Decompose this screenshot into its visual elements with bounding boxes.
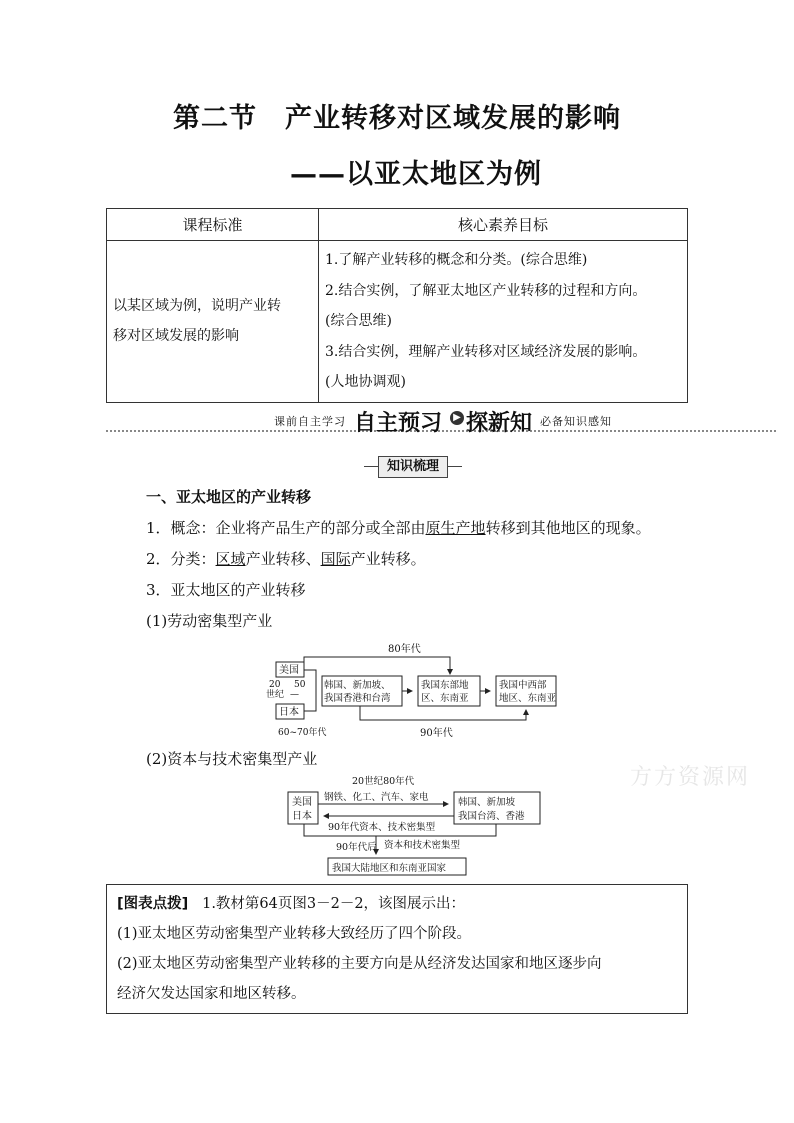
banner-right-text: 必备知识感知 [540, 415, 612, 428]
heading-1: 一、亚太地区的产业转移 [146, 488, 312, 506]
label-90s: 90年代 [420, 728, 453, 739]
capital-tech-diagram [284, 774, 544, 878]
svg-text:20: 20 [269, 680, 281, 690]
section-number: 第二节 [173, 103, 257, 134]
section-banner [106, 406, 776, 438]
goal-line: 3.结合实例，理解产业转移对区域经济发展的影响。 [325, 343, 647, 360]
svg-text:地区、东南亚: 地区、东南亚 [499, 693, 557, 704]
note-line-2: (1)亚太地区劳动密集型产业转移大致经历了四个阶段。 [117, 926, 472, 942]
svg-text:我国大陆地区和东南亚国家: 我国大陆地区和东南亚国家 [332, 863, 447, 874]
svg-text:—: — [290, 690, 299, 700]
sub-labor-intensive: (1)劳动密集型产业 [146, 612, 273, 630]
page-subtitle: ——以亚太地区为例 [290, 159, 542, 190]
goal-line: (人地协调观) [325, 374, 406, 390]
svg-text:资本和技术密集型: 资本和技术密集型 [384, 840, 461, 851]
header-core-literacy: 核心素养目标 [319, 209, 688, 241]
svg-text:20世纪80年代: 20世纪80年代 [352, 776, 415, 787]
header-course-standard: 课程标准 [107, 209, 319, 241]
svg-text:韩国、新加坡: 韩国、新加坡 [458, 797, 516, 808]
svg-text:世纪: 世纪 [266, 690, 285, 700]
note-line-1: [图表点拨] 1.教材第64页图3－2－2，该图展示出： [117, 896, 466, 912]
labor-industry-diagram [260, 640, 560, 742]
svg-text:50: 50 [294, 680, 306, 690]
banner-left-text: 课前自主学习 [274, 415, 346, 428]
course-standard-cell: 以某区域为例，说明产业转 移对区域发展的影响 [107, 241, 319, 403]
svg-text:钢铁、化工、汽车、家电: 钢铁、化工、汽车、家电 [324, 792, 429, 803]
svg-text:90年代后: 90年代后 [336, 842, 377, 853]
knowledge-tag: 知识梳理 [364, 456, 462, 478]
item-classification: 2．分类：区域产业转移、国际产业转移。 [146, 550, 426, 568]
page-title [0, 96, 794, 135]
svg-text:区、东南亚: 区、东南亚 [421, 693, 469, 704]
goals-cell [319, 241, 688, 403]
svg-text:我国台湾、香港: 我国台湾、香港 [458, 811, 525, 822]
standards-table [106, 208, 688, 403]
note-line-4: 经济欠发达国家和地区转移。 [117, 986, 306, 1002]
svg-text:美国: 美国 [292, 797, 312, 808]
item-concept: 1．概念：企业将产品生产的部分或全部由原生产地转移到其他地区的现象。 [146, 519, 651, 537]
item-asia-pacific: 3．亚太地区的产业转移 [146, 581, 306, 599]
country-usa: 美国 [279, 665, 299, 676]
svg-text:我国东部地: 我国东部地 [421, 680, 469, 691]
note-line-3: (2)亚太地区劳动密集型产业转移的主要方向是从经济发达国家和地区逐步向 [117, 956, 602, 972]
goal-line: 2.结合实例，了解亚太地区产业转移的过程和方向。 [325, 282, 647, 299]
label-80s: 80年代 [388, 644, 421, 655]
arrow-right-icon: ▶ [450, 411, 464, 425]
svg-text:韩国、新加坡、: 韩国、新加坡、 [324, 680, 391, 691]
svg-text:日本: 日本 [292, 811, 312, 822]
banner-title-2: 探新知 [466, 411, 533, 436]
svg-text:60~70年代: 60~70年代 [278, 728, 327, 738]
svg-text:我国中西部: 我国中西部 [499, 680, 547, 691]
country-japan: 日本 [279, 707, 299, 718]
goal-line: (综合思维) [325, 313, 392, 329]
watermark: 方方资源网 [630, 765, 751, 790]
section-title: 产业转移对区域发展的影响 [285, 103, 621, 134]
goal-line: 1.了解产业转移的概念和分类。(综合思维) [325, 252, 588, 268]
banner-title-1: 自主预习 [354, 411, 443, 436]
chart-note-box [106, 884, 688, 1014]
svg-text:我国香港和台湾: 我国香港和台湾 [324, 693, 391, 704]
sub-capital-tech: (2)资本与技术密集型产业 [146, 750, 318, 768]
svg-text:90年代资本、技术密集型: 90年代资本、技术密集型 [328, 822, 436, 833]
